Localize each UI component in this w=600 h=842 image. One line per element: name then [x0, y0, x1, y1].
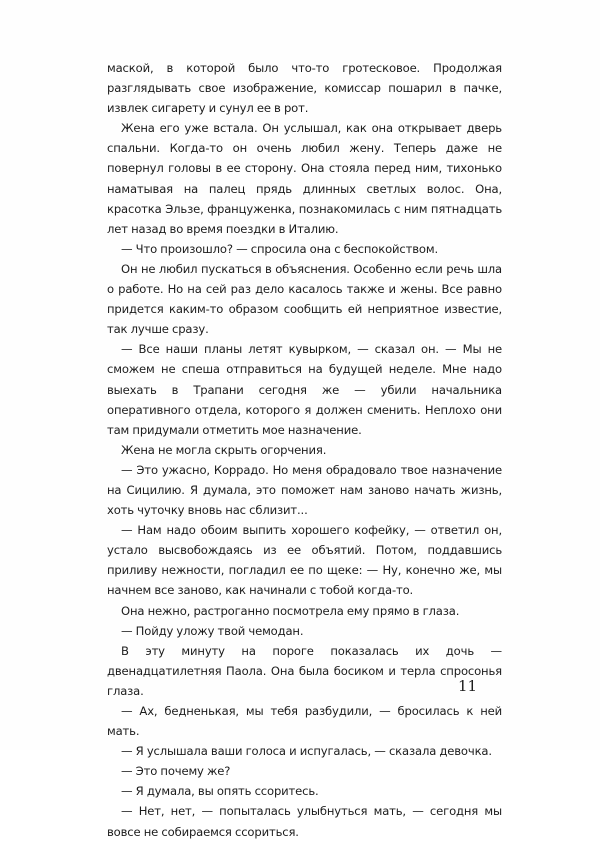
paragraph: Жена его уже встала. Он услышал, как она открывает дверь спальни. Когда-то он очень любил жену. Теперь даже не повернул головы в ее сторону. Она стояла перед ним, тихонько наматывая на палец прядь длинных светлых волос. Она, красотка Эльзе, француженка, познакомилась с ним пятнадцать лет назад во время поездки в Италию. [107, 121, 502, 236]
paragraph: Он не любил пускаться в объяснения. Особенно если речь шла о работе. Но на сей раз дело касалось также и жены. Все равно придется каким-то образом сообщить ей неприятное известие, так лучше сразу. [107, 261, 502, 337]
paragraph: — Пойду уложу твой чемодан. [121, 623, 304, 638]
paragraph: — Все наши планы летят кувырком, — сказал он. — Мы не сможем не спеша отправиться на будущей неделе. Мне надо выехать в Трапани сегодня же — убили начальника оперативного отдела, которого я должен сменить. Неплохо они там придумали отметить мое назначение. [107, 342, 502, 437]
paragraph: — Что произошло? — спросила она с беспокойством. [121, 241, 439, 256]
paragraph: — Это почему же? [121, 764, 231, 779]
paragraph: Она нежно, растроганно посмотрела ему прямо в глаза. [121, 603, 460, 618]
paragraph: — Я услышала ваши голоса и испугалась, — сказала девочка. [121, 744, 492, 759]
body-text [107, 58, 502, 842]
paragraph: — Я думала, вы опять ссоритесь. [121, 784, 319, 799]
page-number: 11 [458, 677, 478, 695]
paragraph: — Нам надо обоим выпить хорошего кофейку, — ответил он, устало высвобождаясь из ее объятий. Потом, поддавшись приливу нежности, погладил ее по щеке: — Ну, конечно же, мы начнем все заново, как начинали с тобой когда-то. [107, 523, 502, 598]
paragraph: — Ах, бедненькая, мы тебя разбудили, — бросилась к ней мать. [107, 704, 502, 739]
paragraph: В эту минуту на пороге показалась их дочь — двенадцатилетняя Паола. Она была босиком и терла спросонья глаза. [107, 643, 502, 698]
paragraph: — Это ужасно, Коррадо. Но меня обрадовало твое назначение на Сицилию. Я думала, это поможет нам заново начать жизнь, хоть чуточку вновь нас сблизит... [107, 462, 502, 518]
paragraph: Жена не могла скрыть огорчения. [121, 442, 327, 457]
paragraph: маской, в которой было что-то гротесковое. Продолжая разглядывать свое изображение, комиссар пошарил в пачке, извлек сигарету и сунул ее в рот. [107, 61, 502, 116]
paragraph: — Нет, нет, — попыталась улыбнуться мать, — сегодня мы вовсе не собираемся ссориться. [107, 804, 502, 839]
